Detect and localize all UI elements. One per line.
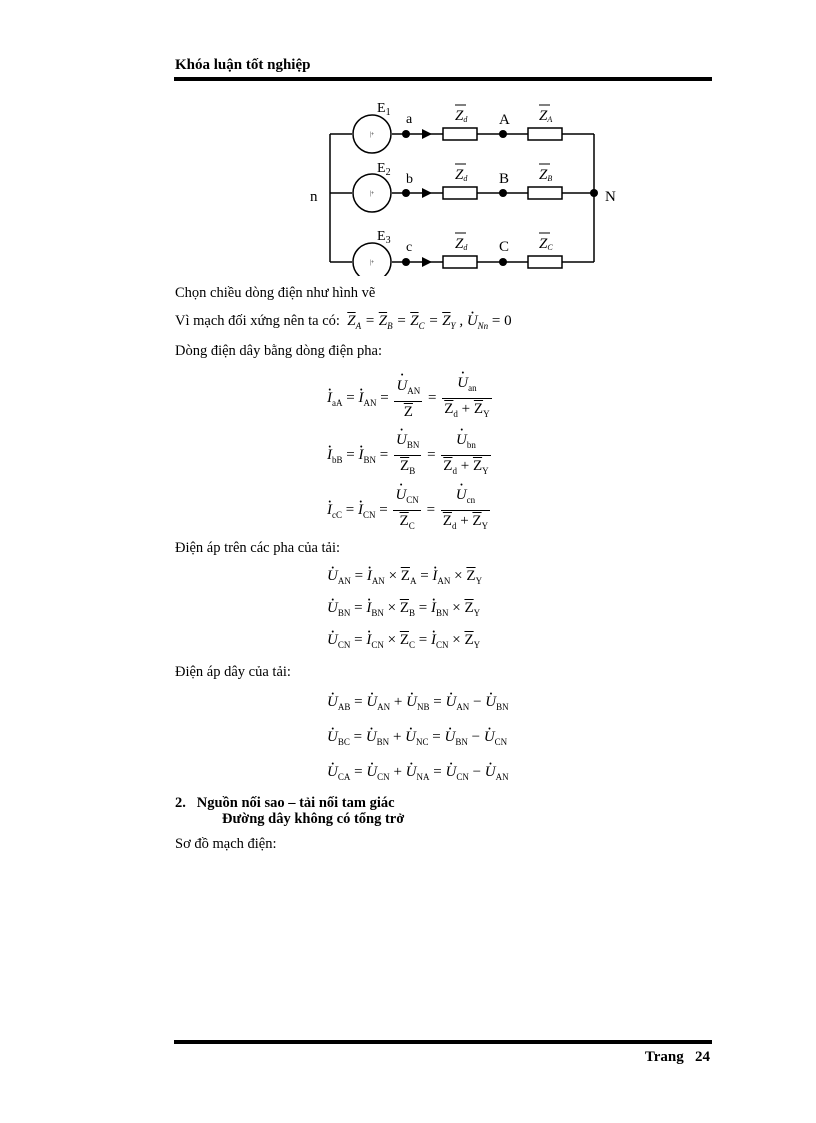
text-line-voltage-title: Điện áp dây của tải: xyxy=(175,664,291,680)
symmetric-line: Vì mạch đối xứng nên ta có: $\overline{Z}_A = \overline{Z}_B = \overline{Z}_C = \overline{Z}_Y$ , · $U_{Nn} = 0$ xyxy=(175,313,512,331)
svg-text:|+: |+ xyxy=(369,132,375,138)
svg-text:|+: |+ xyxy=(369,260,375,266)
text-phase-voltage-title: Điện áp trên các pha của tải: xyxy=(175,540,341,556)
current-eq-a: · $I_{aA}$ = · $I_{AN}$ = · $\frac{U_{AN}}{Z}$ = · $\frac{U_{an}}{\overline{Z}_d + \overline{Z}_Y}$ xyxy=(327,373,494,424)
svg-text:a: a xyxy=(406,112,413,127)
phase-voltage-bn: · $U_{BN}$ = · $I_{BN} \times \overline{Z}_B$ = · $I_{BN} \times \overline{Z}_Y$ xyxy=(327,600,480,618)
svg-text:ZA: ZA xyxy=(539,108,553,124)
line-voltage-bc: · $U_{BC}$ = · $U_{BN}$ + · $U_{NC}$ = · $U_{BN}$ − · $U_{CN}$ xyxy=(327,729,507,747)
page-number: 24 xyxy=(695,1049,710,1065)
svg-text:|+: |+ xyxy=(369,191,375,197)
section-heading xyxy=(175,795,395,812)
svg-text:Zd: Zd xyxy=(455,108,468,124)
symmetric-intro: Vì mạch đối xứng nên ta có: xyxy=(175,313,340,329)
current-eq-b: · $I_{bB}$ = · $I_{BN}$ = · $\frac{U_{BN}}{\overline{Z}_B}$ = · $\frac{U_{bn}}{\overline{Z}_d + \overline{Z}_Y}$ xyxy=(327,430,493,481)
section-number: 2. xyxy=(175,795,186,811)
line-voltage-ab: · $U_{AB}$ = · $U_{AN}$ + · $U_{NB}$ = · $U_{AN}$ − · $U_{BN}$ xyxy=(327,694,509,712)
svg-text:c: c xyxy=(406,240,413,255)
svg-text:N: N xyxy=(605,189,616,205)
page-footer xyxy=(645,1049,710,1066)
svg-text:ZC: ZC xyxy=(539,236,553,252)
svg-text:A: A xyxy=(499,112,510,128)
text-diagram-label: Sơ đồ mạch điện: xyxy=(175,836,277,852)
svg-text:ZB: ZB xyxy=(539,167,553,183)
svg-text:B: B xyxy=(499,171,510,187)
phase-voltage-cn: · $U_{CN}$ = · $I_{CN} \times \overline{Z}_C$ = · $I_{CN} \times \overline{Z}_Y$ xyxy=(327,632,480,650)
line-voltage-ca: · $U_{CA}$ = · $U_{CN}$ + · $U_{NA}$ = · $U_{CN}$ − · $U_{AN}$ xyxy=(327,764,509,782)
text-choose-direction: Chọn chiều dòng điện như hình vẽ xyxy=(175,285,376,301)
source-e3-label: $E_3$ xyxy=(377,229,391,246)
svg-text:b: b xyxy=(406,172,413,187)
current-eq-c: · $I_{cC}$ = · $I_{CN}$ = · $\frac{U_{CN}}{\overline{Z}_C}$ = · $\frac{U_{cn}}{\overline{Z}_d + \overline{Z}_Y}$ xyxy=(327,485,492,536)
section-subtitle: Đường dây không có tổng trở xyxy=(222,811,405,827)
circuit-diagram xyxy=(300,96,640,276)
svg-text:n: n xyxy=(310,189,318,205)
header-rule xyxy=(174,77,712,81)
phase-voltage-an: · $U_{AN}$ = · $I_{AN} \times \overline{Z}_A$ = · $I_{AN} \times \overline{Z}_Y$ xyxy=(327,568,482,586)
source-e2-label: $E_2$ xyxy=(377,161,391,178)
svg-text:Zd: Zd xyxy=(455,236,468,252)
header-title: Khóa luận tốt nghiệp xyxy=(175,57,311,73)
text-line-eq-phase: Dòng điện dây bằng dòng điện pha: xyxy=(175,343,382,359)
footer-label: Trang xyxy=(644,1049,684,1065)
svg-text:C: C xyxy=(499,239,510,255)
section-title: Nguồn nối sao – tải nối tam giác xyxy=(196,795,395,811)
footer-rule xyxy=(174,1040,712,1044)
source-e1-label: $E_1$ xyxy=(377,101,391,118)
svg-text:Zd: Zd xyxy=(455,167,468,183)
